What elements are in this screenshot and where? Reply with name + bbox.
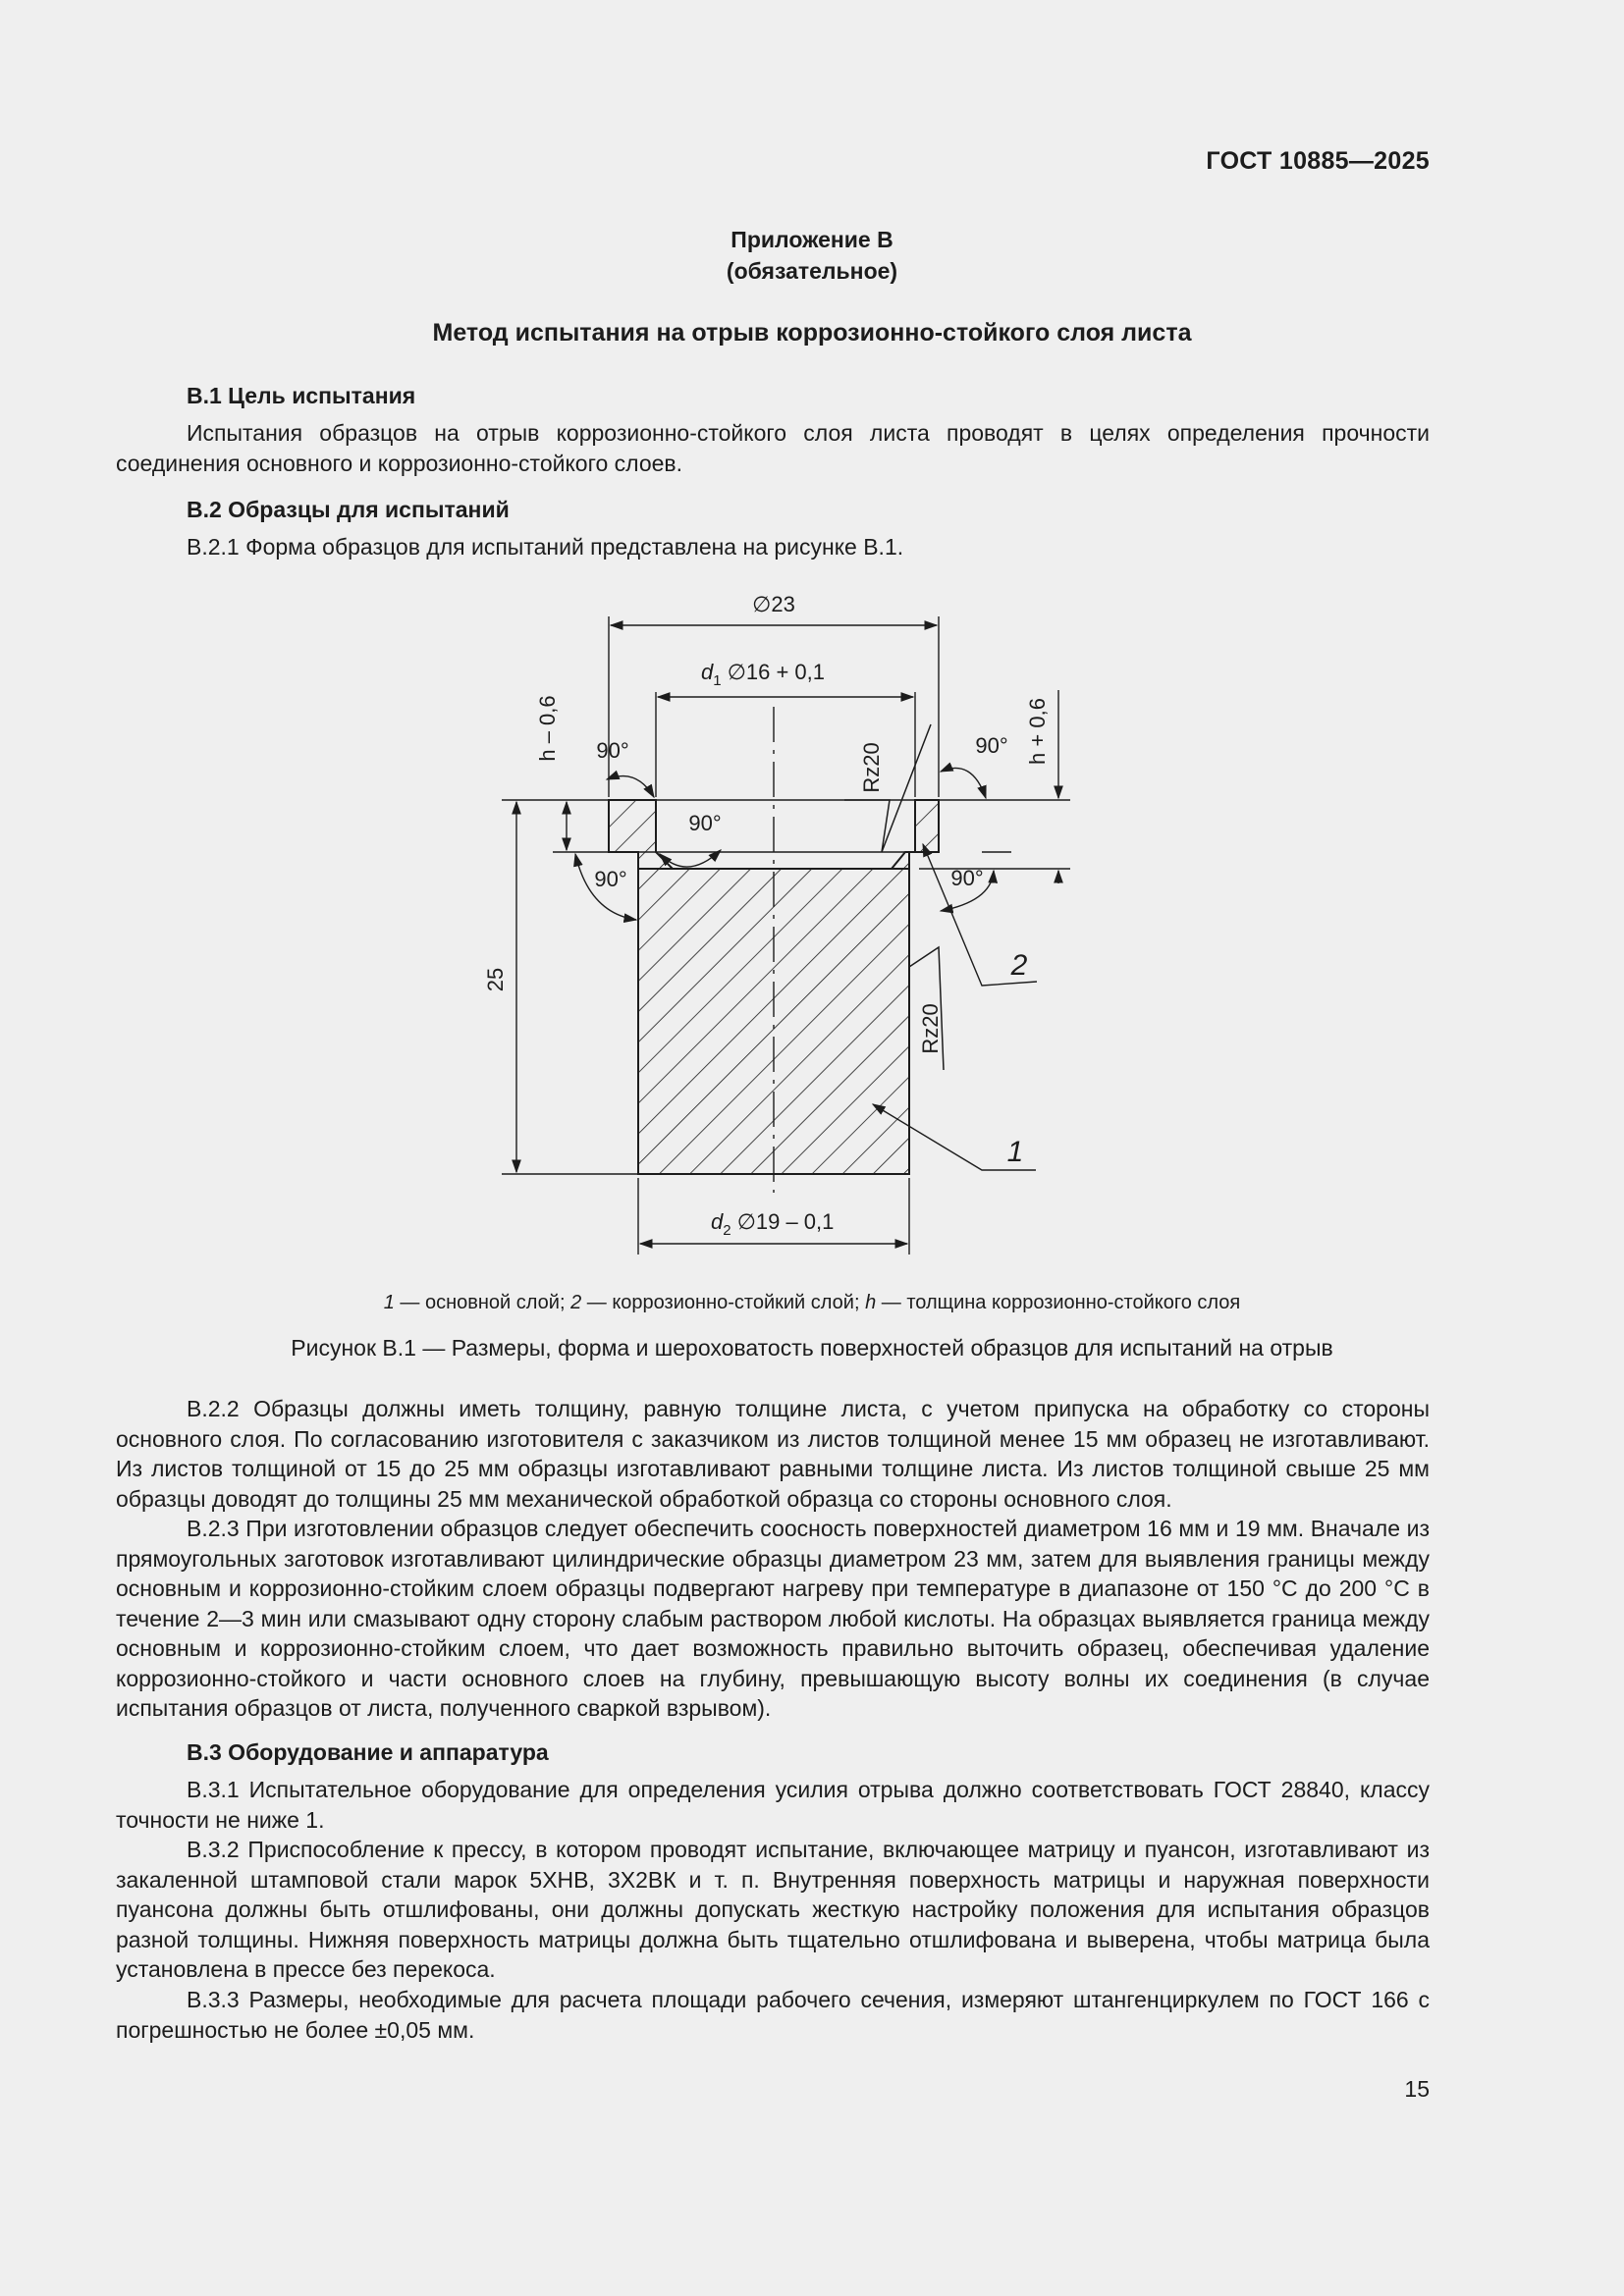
dim-d2: $d_2$ ∅19 – 0,1 <box>711 1209 835 1239</box>
part-label-1: 1 <box>1006 1136 1024 1168</box>
specimen-body <box>638 869 909 1174</box>
section-b2-1-text: В.2.1 Форма образцов для испытаний представлена на рисунке В.1. <box>187 534 904 560</box>
angle-label-3: 90° <box>594 867 627 891</box>
section-b2-title: В.2 Образцы для испытаний <box>187 497 510 522</box>
dim-h-minus: h – 0,6 <box>535 695 560 762</box>
section-b2-2-text: В.2.2 Образцы должны иметь толщину, равную толщине листа, с учетом припуска на обработку со стороны основного слоя. По согласованию изготовителя с заказчиком из листов толщиной менее 15 мм образец не изготавливают. Из листов толщиной от 15 до 25 мм образцы изготавливают равными толщине листа. Из листов толщиной свыше 25 мм образцы доводят до толщины 25 мм механической обработкой образца со стороны основного слоя. <box>116 1396 1430 1512</box>
roughness-label-side: Rz20 <box>918 1003 943 1054</box>
section-b3-title: В.3 Оборудование и аппаратура <box>187 1739 549 1765</box>
section-b1-text: Испытания образцов на отрыв коррозионно-стойкого слоя листа проводят в целях определения прочности соединения основного и коррозионно-стойкого слоев. <box>116 420 1430 476</box>
document-number: ГОСТ 10885—2025 <box>1206 147 1430 175</box>
angle-label-5: 90° <box>950 866 984 890</box>
dim-diameter-23: ∅23 <box>752 592 795 616</box>
part-label-2: 2 <box>1010 949 1028 982</box>
figure-b1-drawing <box>471 579 1100 1266</box>
roughness-label-top: Rz20 <box>859 742 884 793</box>
figure-legend: 1 — основной слой; 2 — коррозионно-стойкий слой; h — толщина коррозионно-стойкого слоя <box>383 1292 1241 1313</box>
section-b3-1-text: В.3.1 Испытательное оборудование для определения усилия отрыва должно соответствовать ГОСТ 28840, классу точности не ниже 1. <box>116 1777 1430 1833</box>
dim-d1: $d_1$ ∅16 + 0,1 <box>701 660 825 689</box>
section-b2-3-text: В.2.3 При изготовлении образцов следует обеспечить соосность поверхностей диаметром 16 мм и 19 мм. Вначале из прямоугольных заготовок изготавливают цилиндрические образцы диаметром 23 мм, затем для выявления границы между основным и коррозионно-стойким слоем образцы подвергают нагреву при температуре в диапазоне от 150 °С до 200 °С в течение 2—3 мин или смазывают одну сторону слабым раствором любой кислоты. На образцах выявляется граница между основным и коррозионно-стойким слоем, что дает возможность правильно выточить образец, обеспечивая удаление коррозионно-стойкого и части основного слоев на глубину, превышающую высоту волны их соединения (в случае испытания образцов от листа, полученного сваркой взрывом). <box>116 1516 1430 1721</box>
method-title: Метод испытания на отрыв коррозионно-стойкого слоя листа <box>432 319 1192 347</box>
angle-label-1: 90° <box>596 738 629 763</box>
angle-label-2: 90° <box>688 811 722 835</box>
angle-label-4: 90° <box>975 733 1008 758</box>
section-b1-title: В.1 Цель испытания <box>187 383 416 408</box>
section-b3-2-text: В.3.2 Приспособление к прессу, в котором проводят испытание, включающее матрицу и пуансон, изготавливают из закаленной штамповой стали марок 5ХНВ, 3Х2ВК и т. п. Внутренняя поверхность матрицы и наружная поверхности пуансона должны быть отшлифованы, они должны допускать жесткую настройку положения для испытания образцов разной толщины. Нижняя поверхность матрицы должна быть тщательно отшлифована и выверена, чтобы матрица была установлена в прессе без перекоса. <box>116 1837 1430 1982</box>
figure-caption: Рисунок В.1 — Размеры, форма и шероховатость поверхностей образцов для испытаний на отрыв <box>291 1335 1333 1361</box>
section-b3-3-text: В.3.3 Размеры, необходимые для расчета площади рабочего сечения, измеряют штангенциркулем по ГОСТ 166 с погрешностью не более ±0,05 мм. <box>116 1987 1430 2043</box>
appendix-title: Приложение В <box>731 227 893 252</box>
dim-h-plus: h + 0,6 <box>1025 698 1050 765</box>
appendix-status: (обязательное) <box>726 258 898 284</box>
dim-height-25: 25 <box>483 967 508 992</box>
page-number: 15 <box>1404 2076 1430 2102</box>
